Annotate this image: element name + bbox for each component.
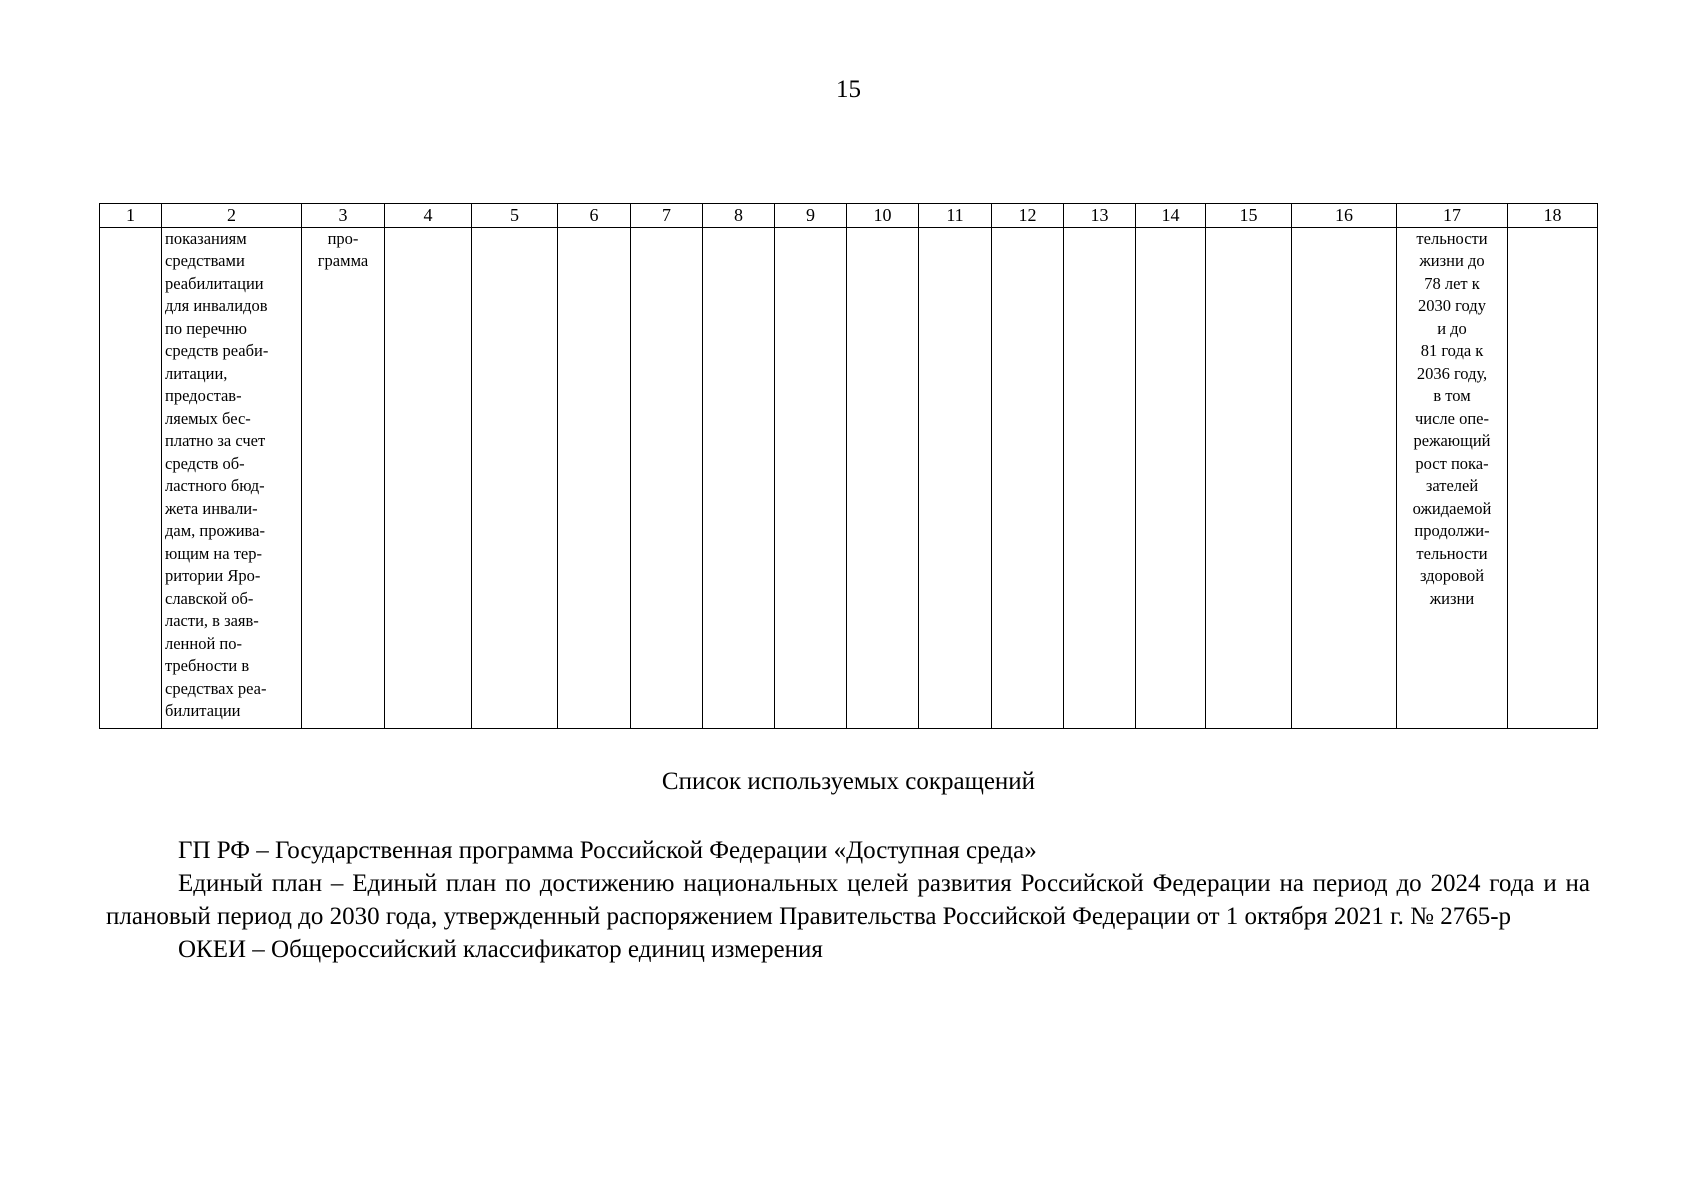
column-number: 17: [1397, 204, 1508, 228]
goal-text: тельности жизни до 78 лет к 2030 году и до 81 года к 2036 году, в том числе опе- режающий рост пока- зателей ожидаемой продолжи- тельности здоровой жизни: [1412, 228, 1492, 608]
table-cell: [847, 227, 919, 728]
source-text: про- грамма: [317, 228, 369, 270]
table-cell: [1136, 227, 1206, 728]
description-text: показаниям средствами реабилитации для инвалидов по перечню средств реаби- литации, предостав- ляемых бес- платно за счет средств об- ластного бюд- жета инвали- дам, прожива- ющим на тер- ритории Яро- славской об- ласти, в заяв- ленной по- требности в средствах реа- билитации: [165, 228, 269, 720]
table-cell: [992, 227, 1064, 728]
page-number: 15: [836, 76, 861, 103]
table-cell: [631, 227, 703, 728]
abbreviations-title: Список используемых сокращений: [661, 768, 1036, 795]
column-number: 10: [847, 204, 919, 228]
abbreviation-item: ГП РФ – Государственная программа Российской Федерации «Доступная среда»: [178, 837, 1037, 864]
table-cell-goal: [1397, 227, 1508, 728]
column-number: 7: [631, 204, 703, 228]
table-cell: [385, 227, 472, 728]
table-cell-description: [162, 227, 302, 728]
abbreviation-item: Единый план – Единый план по достижению национальных целей развития Российской Федерации на период до 2024 года и на плановый период до 2030 года, утвержденный распоряжением Правительства Российской Федерации от 1 октября 2021 г. № 2765-р: [106, 870, 1590, 930]
column-number: 8: [703, 204, 775, 228]
table-cell: [100, 227, 162, 728]
table-cell: [703, 227, 775, 728]
table-cell: [775, 227, 847, 728]
column-number: 9: [775, 204, 847, 228]
column-number: 5: [472, 204, 558, 228]
abbreviations-list: [106, 834, 1590, 966]
table-cell: [919, 227, 992, 728]
table-cell: [1206, 227, 1292, 728]
column-number: 16: [1292, 204, 1397, 228]
column-number: 1: [100, 204, 162, 228]
table-cell-source: [302, 227, 385, 728]
column-number: 15: [1206, 204, 1292, 228]
table-cell: [558, 227, 631, 728]
continuation-table: [99, 203, 1598, 729]
table-cell: [1292, 227, 1397, 728]
abbreviation-item: ОКЕИ – Общероссийский классификатор единиц измерения: [178, 936, 823, 963]
table-cell: [472, 227, 558, 728]
table-row: [100, 227, 1598, 728]
column-number: 3: [302, 204, 385, 228]
column-number: 4: [385, 204, 472, 228]
column-number: 18: [1508, 204, 1598, 228]
table-cell: [1064, 227, 1136, 728]
column-number: 13: [1064, 204, 1136, 228]
column-number: 2: [162, 204, 302, 228]
table-header-row: [100, 204, 1598, 228]
column-number: 11: [919, 204, 992, 228]
column-number: 12: [992, 204, 1064, 228]
column-number: 14: [1136, 204, 1206, 228]
table-cell: [1508, 227, 1598, 728]
column-number: 6: [558, 204, 631, 228]
